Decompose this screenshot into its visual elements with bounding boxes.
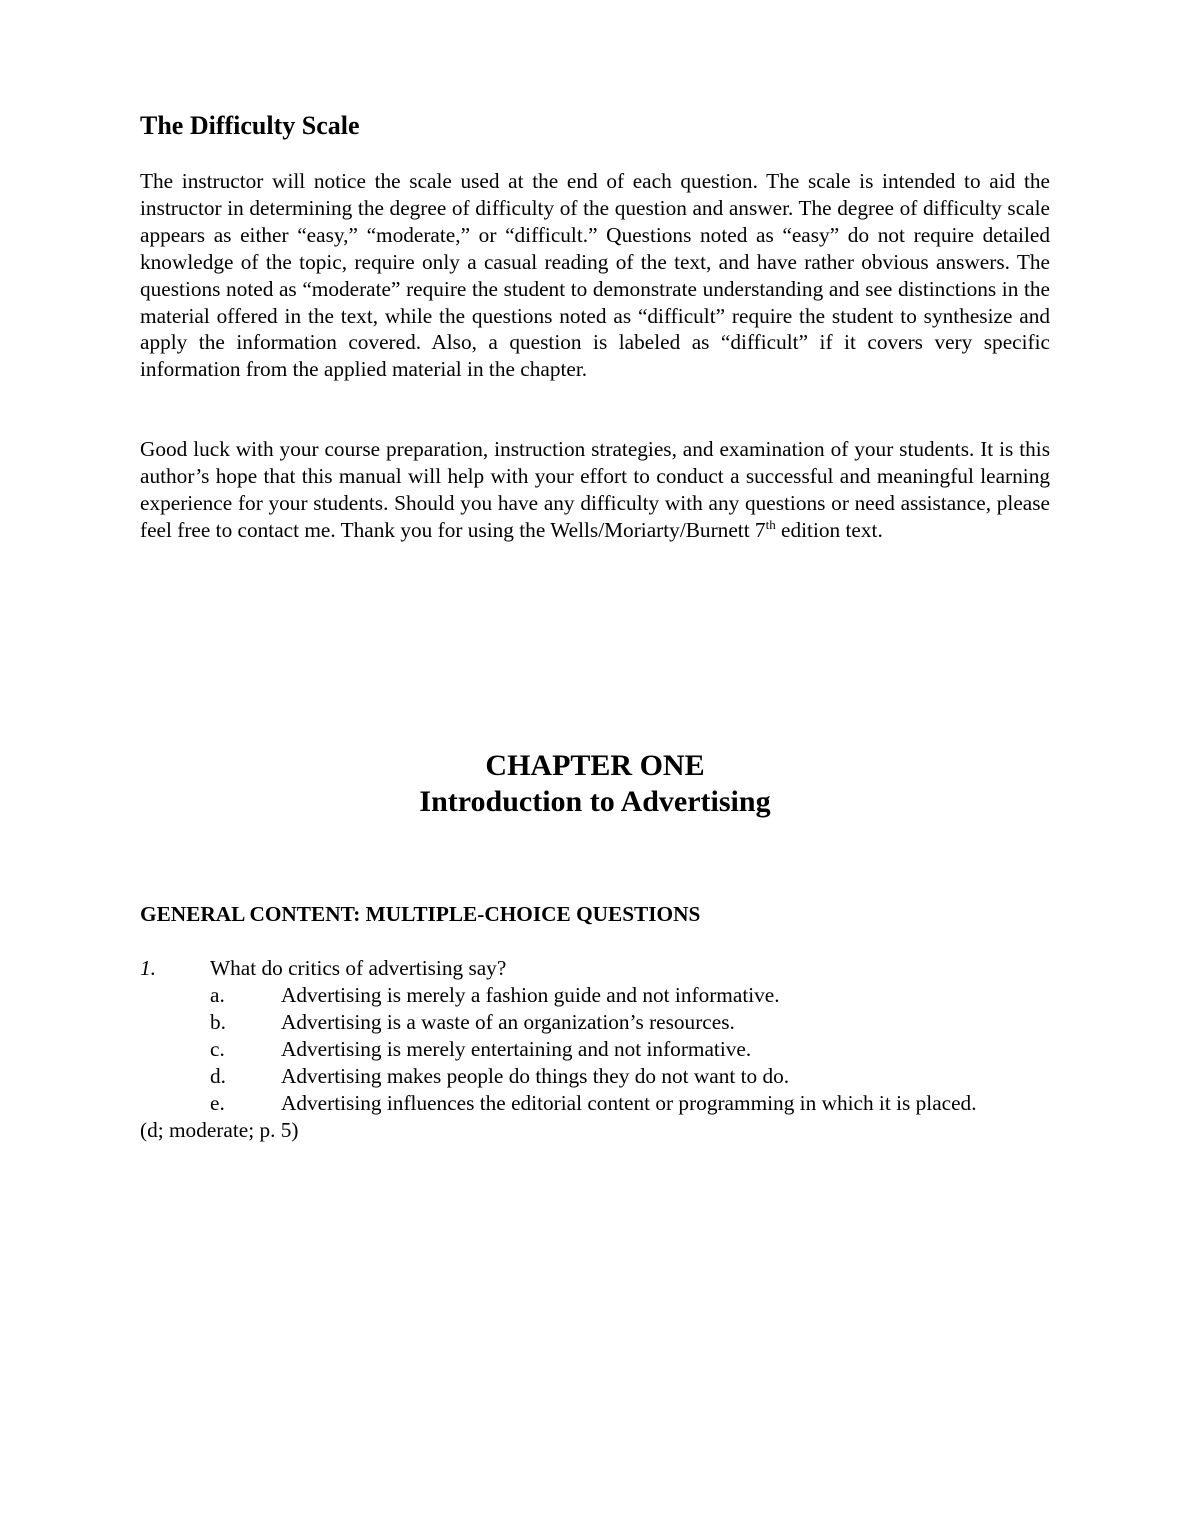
answer-option	[140, 1063, 1050, 1090]
option-letter: e.	[210, 1091, 225, 1115]
option-letter: b.	[210, 1010, 226, 1034]
multiple-choice-heading: GENERAL CONTENT: MULTIPLE-CHOICE QUESTIONS	[140, 902, 701, 926]
option-letter: a.	[210, 983, 225, 1007]
closing-paragraph-text: Good luck with your course preparation, instruction strategies, and examination of your students. It is this author’s hope that this manual will help with your effort to conduct a successful and meaningful learning experience for your students. Should you have any difficulty with any questions or need assistance, please feel free to contact me. Thank you for using the Wells/Moriarty/Burnett 7	[140, 437, 1050, 542]
option-letter: c.	[210, 1037, 225, 1061]
question-block	[140, 955, 1050, 1144]
answer-key-line	[140, 1117, 1050, 1144]
edition-superscript: th	[765, 516, 776, 532]
option-text: Advertising is merely entertaining and not informative.	[281, 1037, 752, 1061]
option-text: Advertising is merely a fashion guide and not informative.	[281, 983, 780, 1007]
difficulty-scale-paragraph: The instructor will notice the scale used at the end of each question. The scale is intended to aid the instructor in determining the degree of difficulty of the question and answer. The degree of difficulty scale appears as either “easy,” “moderate,” or “difficult.” Questions noted as “easy” do not require detailed knowledge of the topic, require only a casual reading of the text, and have rather obvious answers. The questions noted as “moderate” require the student to demonstrate understanding and see distinctions in the material offered in the text, while the questions noted as “difficult” require the student to synthesize and apply the information covered. Also, a question is labeled as “difficult” if it covers very specific information from the applied material in the chapter.	[140, 169, 1050, 382]
answer-option	[140, 1036, 1050, 1063]
chapter-heading	[140, 748, 1050, 820]
question-stem	[140, 955, 1050, 982]
option-text: Advertising is a waste of an organization’s resources.	[281, 1010, 735, 1034]
answer-key: (d; moderate; p. 5)	[140, 1118, 299, 1142]
question-text: What do critics of advertising say?	[210, 956, 507, 980]
question-number: 1.	[140, 956, 156, 980]
section-title: The Difficulty Scale	[140, 111, 360, 140]
option-text: Advertising makes people do things they do not want to do.	[281, 1064, 790, 1088]
option-text: Advertising influences the editorial content or programming in which it is placed.	[281, 1091, 977, 1115]
chapter-number: CHAPTER ONE	[485, 749, 705, 782]
option-letter: d.	[210, 1064, 226, 1088]
closing-paragraph	[140, 436, 1050, 544]
closing-paragraph-end: edition text.	[775, 517, 883, 542]
chapter-title: Introduction to Advertising	[419, 785, 771, 818]
answer-option	[140, 1009, 1050, 1036]
answer-option	[140, 982, 1050, 1009]
answer-option	[140, 1090, 1050, 1117]
